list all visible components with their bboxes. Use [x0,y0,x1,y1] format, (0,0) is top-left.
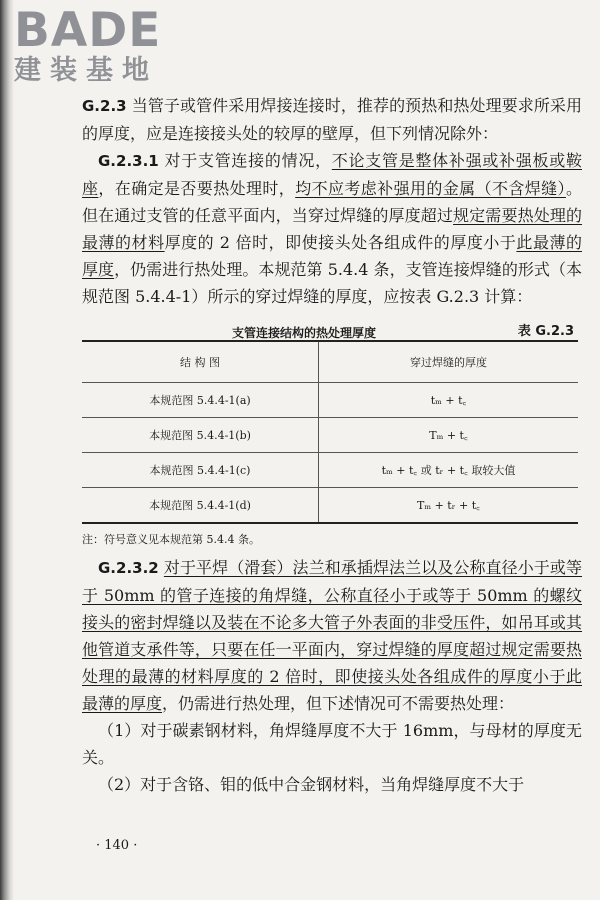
table-row [82,488,578,524]
section-g23 [82,92,582,147]
table-number: 表 G.2.3 [517,324,574,339]
cell-structure: 本规范图 5.4.4-1(b) [82,418,319,453]
book-spine-shadow [0,0,14,900]
section-number: G.2.3.1 [98,152,159,170]
section-g231 [82,147,582,310]
underlined-text: 对于平焊（滑套）法兰和承插焊法兰以及公称直径小于或等于 50mm 的管子连接的角焊缝，公称直径小于或等于 50mm 的螺纹接头的密封焊缝以及装在不论多大管子外表面的非受压件，如吊耳或其他管道支承件等，只要在任一平面内，穿过焊缝的厚度超过规定需要热处理的最薄的材料厚度的 2 倍时，即使接头处各组成件的厚度小于 [82,558,582,686]
underlined-text: 此最薄的厚度 [82,667,582,713]
column-header-thickness: 穿过焊缝的厚度 [319,341,579,383]
table-title: 支管连接结构的热处理厚度 [232,326,377,340]
page-number: · 140 · [96,838,138,853]
section-text: 对于支管连接的情况， [164,151,332,170]
logo-brand: BADE [14,3,162,58]
section-text: ，在确定是否要热处理时， [98,179,296,198]
table-note: 注：符号意义见本规范第 5.4.4 条。 [82,533,260,546]
section-g232 [82,554,582,717]
table-row [82,453,578,488]
column-header-structure: 结 构 图 [82,341,319,383]
underlined-text: 不论支管是整体补强或补强板或鞍座 [82,151,582,198]
underlined-text: 此最薄的厚度 [82,233,582,279]
list-item: （1）对于碳素钢材料，角焊缝厚度不大于 16mm，与母材的厚度无关。 [82,721,582,767]
cell-structure: 本规范图 5.4.4-1(a) [82,383,319,418]
cell-structure: 本规范图 5.4.4-1(c) [82,453,319,488]
underlined-text: 规定需要热处理的最薄的材料 [82,206,582,252]
section-text: ，仍需进行热处理。本规范第 5.4.4 条，支管连接焊缝的形式（本规范图 5.4.4-1）所示的穿过焊缝的厚度，应按表 G.2.3 计算： [82,260,582,306]
bade-logo [14,3,184,86]
cell-thickness: Tₘ + tᵣ + t꜀ [319,488,579,524]
section-text: 。但在通过支管的任意平面内，当穿过焊缝的厚度超过 [82,179,582,225]
table-row [82,383,578,418]
list-item: （2）对于含铬、钼的低中合金钢材料，当角焊缝厚度不大于 [98,775,525,794]
section-number: G.2.3.2 [98,559,159,577]
cell-thickness: Tₘ + t꜀ [319,418,579,453]
cell-thickness: tₘ + t꜀ 或 tᵣ + t꜀ 取较大值 [319,453,579,488]
section-number: G.2.3 [82,97,127,115]
section-text: 厚度的 2 倍时，即使接头处各组成件的厚度小于 [164,233,517,252]
logo-subtitle: 建装基地 [14,55,158,86]
table-row [82,418,578,453]
underlined-text: 均不应考虑补强用的金属（不含焊缝） [295,179,566,198]
section-text: 当管子或管件采用焊接连接时，推荐的预热和热处理要求所采用的厚度，应是连接接头处的较厚的壁厚，但下列情况除外： [82,96,582,143]
section-text: ，仍需进行热处理，但下述情况可不需要热处理： [162,694,515,713]
page-content [82,92,582,798]
table-header-row [82,341,578,383]
table-caption [82,314,582,340]
cell-thickness: tₘ + t꜀ [319,383,579,418]
heat-treatment-thickness-table [82,340,578,524]
cell-structure: 本规范图 5.4.4-1(d) [82,488,319,524]
